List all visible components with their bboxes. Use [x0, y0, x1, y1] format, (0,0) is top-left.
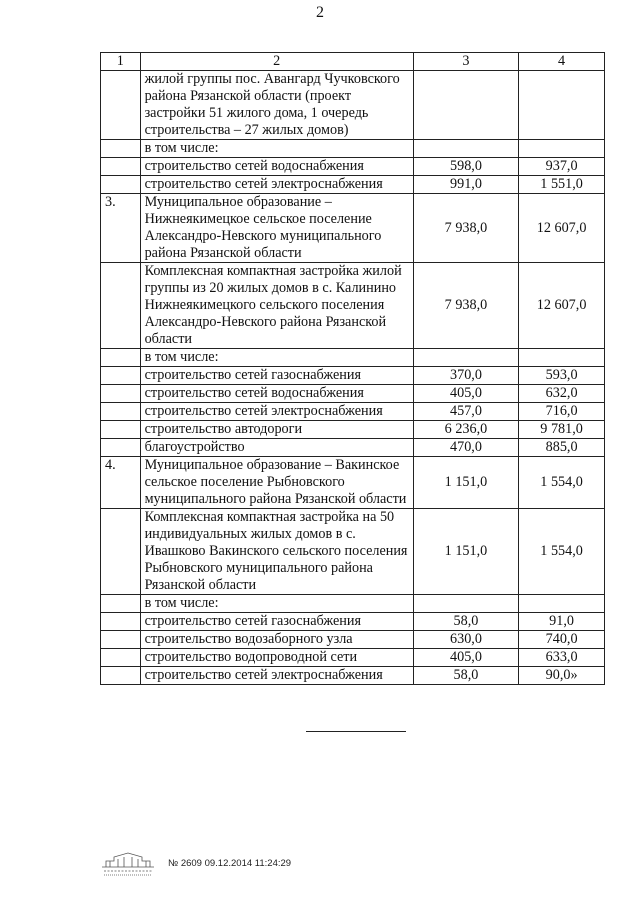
table-row — [101, 176, 605, 194]
table-row — [101, 158, 605, 176]
row-value-col4-cell: 12 607,0 — [519, 194, 605, 263]
row-value-col4-cell: 91,0 — [519, 613, 605, 631]
row-number-cell — [101, 385, 141, 403]
row-number-cell: 4. — [101, 457, 141, 509]
table-row — [101, 367, 605, 385]
row-value-col3-cell — [413, 71, 518, 140]
footer-divider — [306, 731, 406, 732]
table-row — [101, 667, 605, 685]
row-value-col3-cell: 58,0 — [413, 613, 518, 631]
row-value-col4-cell: 885,0 — [519, 439, 605, 457]
table-row — [101, 140, 605, 158]
row-value-col4-cell: 633,0 — [519, 649, 605, 667]
row-description-cell: Комплексная компактная застройка жилой группы из 20 жилых домов в с. Калинино Нижнеякимецкого сельского поселения Александро-Невского района Рязанской области — [140, 263, 413, 349]
row-value-col3-cell: 1 151,0 — [413, 509, 518, 595]
row-number-cell — [101, 667, 141, 685]
table-row — [101, 613, 605, 631]
row-value-col3-cell: 598,0 — [413, 158, 518, 176]
header-cell-4: 4 — [519, 53, 605, 71]
row-number-cell — [101, 349, 141, 367]
row-description-cell: жилой группы пос. Авангард Чучковского района Рязанской области (проект застройки 51 жилого дома, 1 очередь строительства – 27 жилых домов) — [140, 71, 413, 140]
row-value-col3-cell — [413, 349, 518, 367]
row-value-col4-cell: 12 607,0 — [519, 263, 605, 349]
table-row — [101, 421, 605, 439]
building-stamp-icon — [100, 851, 156, 877]
row-description-cell: в том числе: — [140, 349, 413, 367]
table-row — [101, 385, 605, 403]
row-description-cell: строительство сетей газоснабжения — [140, 613, 413, 631]
row-value-col3-cell: 370,0 — [413, 367, 518, 385]
row-number-cell — [101, 649, 141, 667]
row-value-col3-cell: 457,0 — [413, 403, 518, 421]
table-row — [101, 457, 605, 509]
row-value-col3-cell: 405,0 — [413, 649, 518, 667]
row-number-cell — [101, 595, 141, 613]
row-value-col3-cell: 630,0 — [413, 631, 518, 649]
row-description-cell: Муниципальное образование – Нижнеякимецкое сельское поселение Александро-Невского муниципального района Рязанской области — [140, 194, 413, 263]
row-value-col3-cell: 7 938,0 — [413, 263, 518, 349]
row-number-cell — [101, 140, 141, 158]
table-header-row — [101, 53, 605, 71]
header-cell-2: 2 — [140, 53, 413, 71]
table-row — [101, 71, 605, 140]
table-row — [101, 439, 605, 457]
data-table — [100, 52, 605, 685]
row-value-col3-cell: 470,0 — [413, 439, 518, 457]
table-row — [101, 263, 605, 349]
row-number-cell — [101, 176, 141, 194]
row-value-col4-cell — [519, 349, 605, 367]
row-number-cell — [101, 367, 141, 385]
row-description-cell: Комплексная компактная застройка на 50 индивидуальных жилых домов в с. Ивашково Вакинского сельского поселения Рыбновского муниципального района Рязанской области — [140, 509, 413, 595]
row-description-cell: строительство сетей водоснабжения — [140, 385, 413, 403]
row-value-col3-cell — [413, 595, 518, 613]
row-description-cell: строительство сетей водоснабжения — [140, 158, 413, 176]
row-description-cell: в том числе: — [140, 140, 413, 158]
row-value-col4-cell — [519, 595, 605, 613]
row-value-col3-cell: 405,0 — [413, 385, 518, 403]
row-description-cell: благоустройство — [140, 439, 413, 457]
header-cell-3: 3 — [413, 53, 518, 71]
table-row — [101, 403, 605, 421]
row-value-col3-cell: 58,0 — [413, 667, 518, 685]
row-description-cell: строительство водопроводной сети — [140, 649, 413, 667]
row-value-col4-cell: 632,0 — [519, 385, 605, 403]
page-number: 2 — [316, 4, 324, 21]
table-row — [101, 509, 605, 595]
row-number-cell — [101, 71, 141, 140]
row-value-col4-cell: 1 554,0 — [519, 509, 605, 595]
table-row — [101, 595, 605, 613]
row-value-col4-cell — [519, 71, 605, 140]
row-value-col4-cell: 740,0 — [519, 631, 605, 649]
row-value-col3-cell: 6 236,0 — [413, 421, 518, 439]
row-value-col4-cell: 593,0 — [519, 367, 605, 385]
row-description-cell: строительство сетей электроснабжения — [140, 403, 413, 421]
row-description-cell: строительство сетей газоснабжения — [140, 367, 413, 385]
row-description-cell: строительство водозаборного узла — [140, 631, 413, 649]
row-value-col3-cell: 7 938,0 — [413, 194, 518, 263]
row-number-cell — [101, 613, 141, 631]
registration-footer: № 2609 09.12.2014 11:24:29 — [168, 858, 292, 869]
table-row — [101, 194, 605, 263]
table-row — [101, 349, 605, 367]
row-number-cell — [101, 631, 141, 649]
row-number-cell: 3. — [101, 194, 141, 263]
row-value-col3-cell: 1 151,0 — [413, 457, 518, 509]
row-number-cell — [101, 403, 141, 421]
row-value-col3-cell — [413, 140, 518, 158]
row-value-col4-cell: 90,0» — [519, 667, 605, 685]
table-row — [101, 631, 605, 649]
row-number-cell — [101, 263, 141, 349]
row-value-col4-cell: 937,0 — [519, 158, 605, 176]
row-description-cell: Муниципальное образование – Вакинское сельское поселение Рыбновского муниципального района Рязанской области — [140, 457, 413, 509]
header-cell-1: 1 — [101, 53, 141, 71]
row-value-col4-cell: 1 554,0 — [519, 457, 605, 509]
row-value-col4-cell: 1 551,0 — [519, 176, 605, 194]
table-row — [101, 649, 605, 667]
row-value-col4-cell: 716,0 — [519, 403, 605, 421]
row-number-cell — [101, 509, 141, 595]
row-value-col4-cell — [519, 140, 605, 158]
row-value-col3-cell: 991,0 — [413, 176, 518, 194]
row-description-cell: строительство сетей электроснабжения — [140, 176, 413, 194]
row-number-cell — [101, 421, 141, 439]
row-number-cell — [101, 158, 141, 176]
row-value-col4-cell: 9 781,0 — [519, 421, 605, 439]
row-description-cell: строительство сетей электроснабжения — [140, 667, 413, 685]
row-description-cell: в том числе: — [140, 595, 413, 613]
row-description-cell: строительство автодороги — [140, 421, 413, 439]
row-number-cell — [101, 439, 141, 457]
